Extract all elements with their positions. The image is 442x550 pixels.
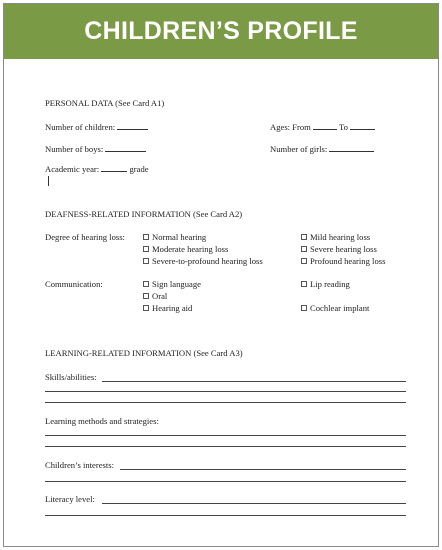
number-of-boys-row <box>45 144 146 155</box>
checkbox-mild-hearing-loss[interactable]: Mild hearing loss <box>301 232 370 243</box>
number-of-boys-field[interactable] <box>105 144 146 152</box>
checkbox-moderate-hearing-loss[interactable]: Moderate hearing loss <box>143 244 228 255</box>
literacy-label: Literacy level: <box>45 494 95 504</box>
checkbox-normal-hearing[interactable]: Normal hearing <box>143 232 206 243</box>
checkbox-oral[interactable]: Oral <box>143 291 167 302</box>
checkbox-hearing-aid[interactable]: Hearing aid <box>143 303 192 314</box>
title-banner <box>4 4 438 59</box>
checkbox-icon <box>301 305 307 311</box>
checkbox-icon <box>143 234 149 240</box>
skills-field-line-1[interactable] <box>102 381 406 382</box>
academic-year-label: Academic year: <box>45 164 100 174</box>
number-of-children-field[interactable] <box>117 122 148 130</box>
grade-label: grade <box>129 164 149 174</box>
checkbox-icon <box>143 293 149 299</box>
number-of-boys-label: Number of boys: <box>45 144 104 154</box>
checkbox-profound-hearing-loss[interactable]: Profound hearing loss <box>301 256 385 267</box>
literacy-field-line-2[interactable] <box>45 515 406 516</box>
checkbox-icon <box>143 305 149 311</box>
ages-to-field[interactable] <box>350 122 375 130</box>
academic-year-row <box>45 164 149 175</box>
profile-form <box>3 3 439 547</box>
checkbox-icon <box>143 281 149 287</box>
ages-row <box>270 122 375 133</box>
checkbox-icon <box>301 281 307 287</box>
number-of-children-label: Number of children: <box>45 122 116 132</box>
ages-from-field[interactable] <box>313 122 337 130</box>
methods-field-line-2[interactable] <box>45 446 406 447</box>
number-of-girls-row <box>270 144 374 155</box>
checkbox-cochlear-implant[interactable]: Cochlear implant <box>301 303 369 314</box>
interests-label: Children’s interests: <box>45 460 114 470</box>
checkbox-severe-hearing-loss[interactable]: Severe hearing loss <box>301 244 377 255</box>
page-title: CHILDREN’S PROFILE <box>84 17 358 45</box>
skills-field-line-3[interactable] <box>45 402 406 403</box>
personal-data-heading: PERSONAL DATA (See Card A1) <box>45 98 165 108</box>
checkbox-icon <box>143 246 149 252</box>
methods-field-line-1[interactable] <box>45 435 406 436</box>
checkbox-severe-to-profound[interactable]: Severe-to-profound hearing loss <box>143 256 263 267</box>
interests-field-line-1[interactable] <box>120 469 406 470</box>
skills-field-line-2[interactable] <box>45 391 406 392</box>
checkbox-sign-language[interactable]: Sign language <box>143 279 201 290</box>
number-of-children-row <box>45 122 148 133</box>
checkbox-icon <box>301 234 307 240</box>
number-of-girls-field[interactable] <box>329 144 374 152</box>
ages-from-label: Ages: From <box>270 122 311 132</box>
interests-field-line-2[interactable] <box>45 481 406 482</box>
checkbox-icon <box>301 246 307 252</box>
checkbox-lip-reading[interactable]: Lip reading <box>301 279 350 290</box>
text-cursor <box>48 176 49 186</box>
checkbox-icon <box>143 258 149 264</box>
deafness-heading: DEAFNESS-RELATED INFORMATION (See Card A2) <box>45 209 243 219</box>
literacy-field-line-1[interactable] <box>102 503 406 504</box>
checkbox-icon <box>301 258 307 264</box>
communication-label: Communication: <box>45 279 103 289</box>
number-of-girls-label: Number of girls: <box>270 144 328 154</box>
skills-label: Skills/abilities: <box>45 372 97 382</box>
academic-year-field[interactable] <box>101 164 127 172</box>
learning-heading: LEARNING-RELATED INFORMATION (See Card A3) <box>45 348 243 358</box>
degree-label: Degree of hearing loss: <box>45 232 125 242</box>
methods-label: Learning methods and strategies: <box>45 416 159 426</box>
ages-to-label: To <box>338 122 348 132</box>
